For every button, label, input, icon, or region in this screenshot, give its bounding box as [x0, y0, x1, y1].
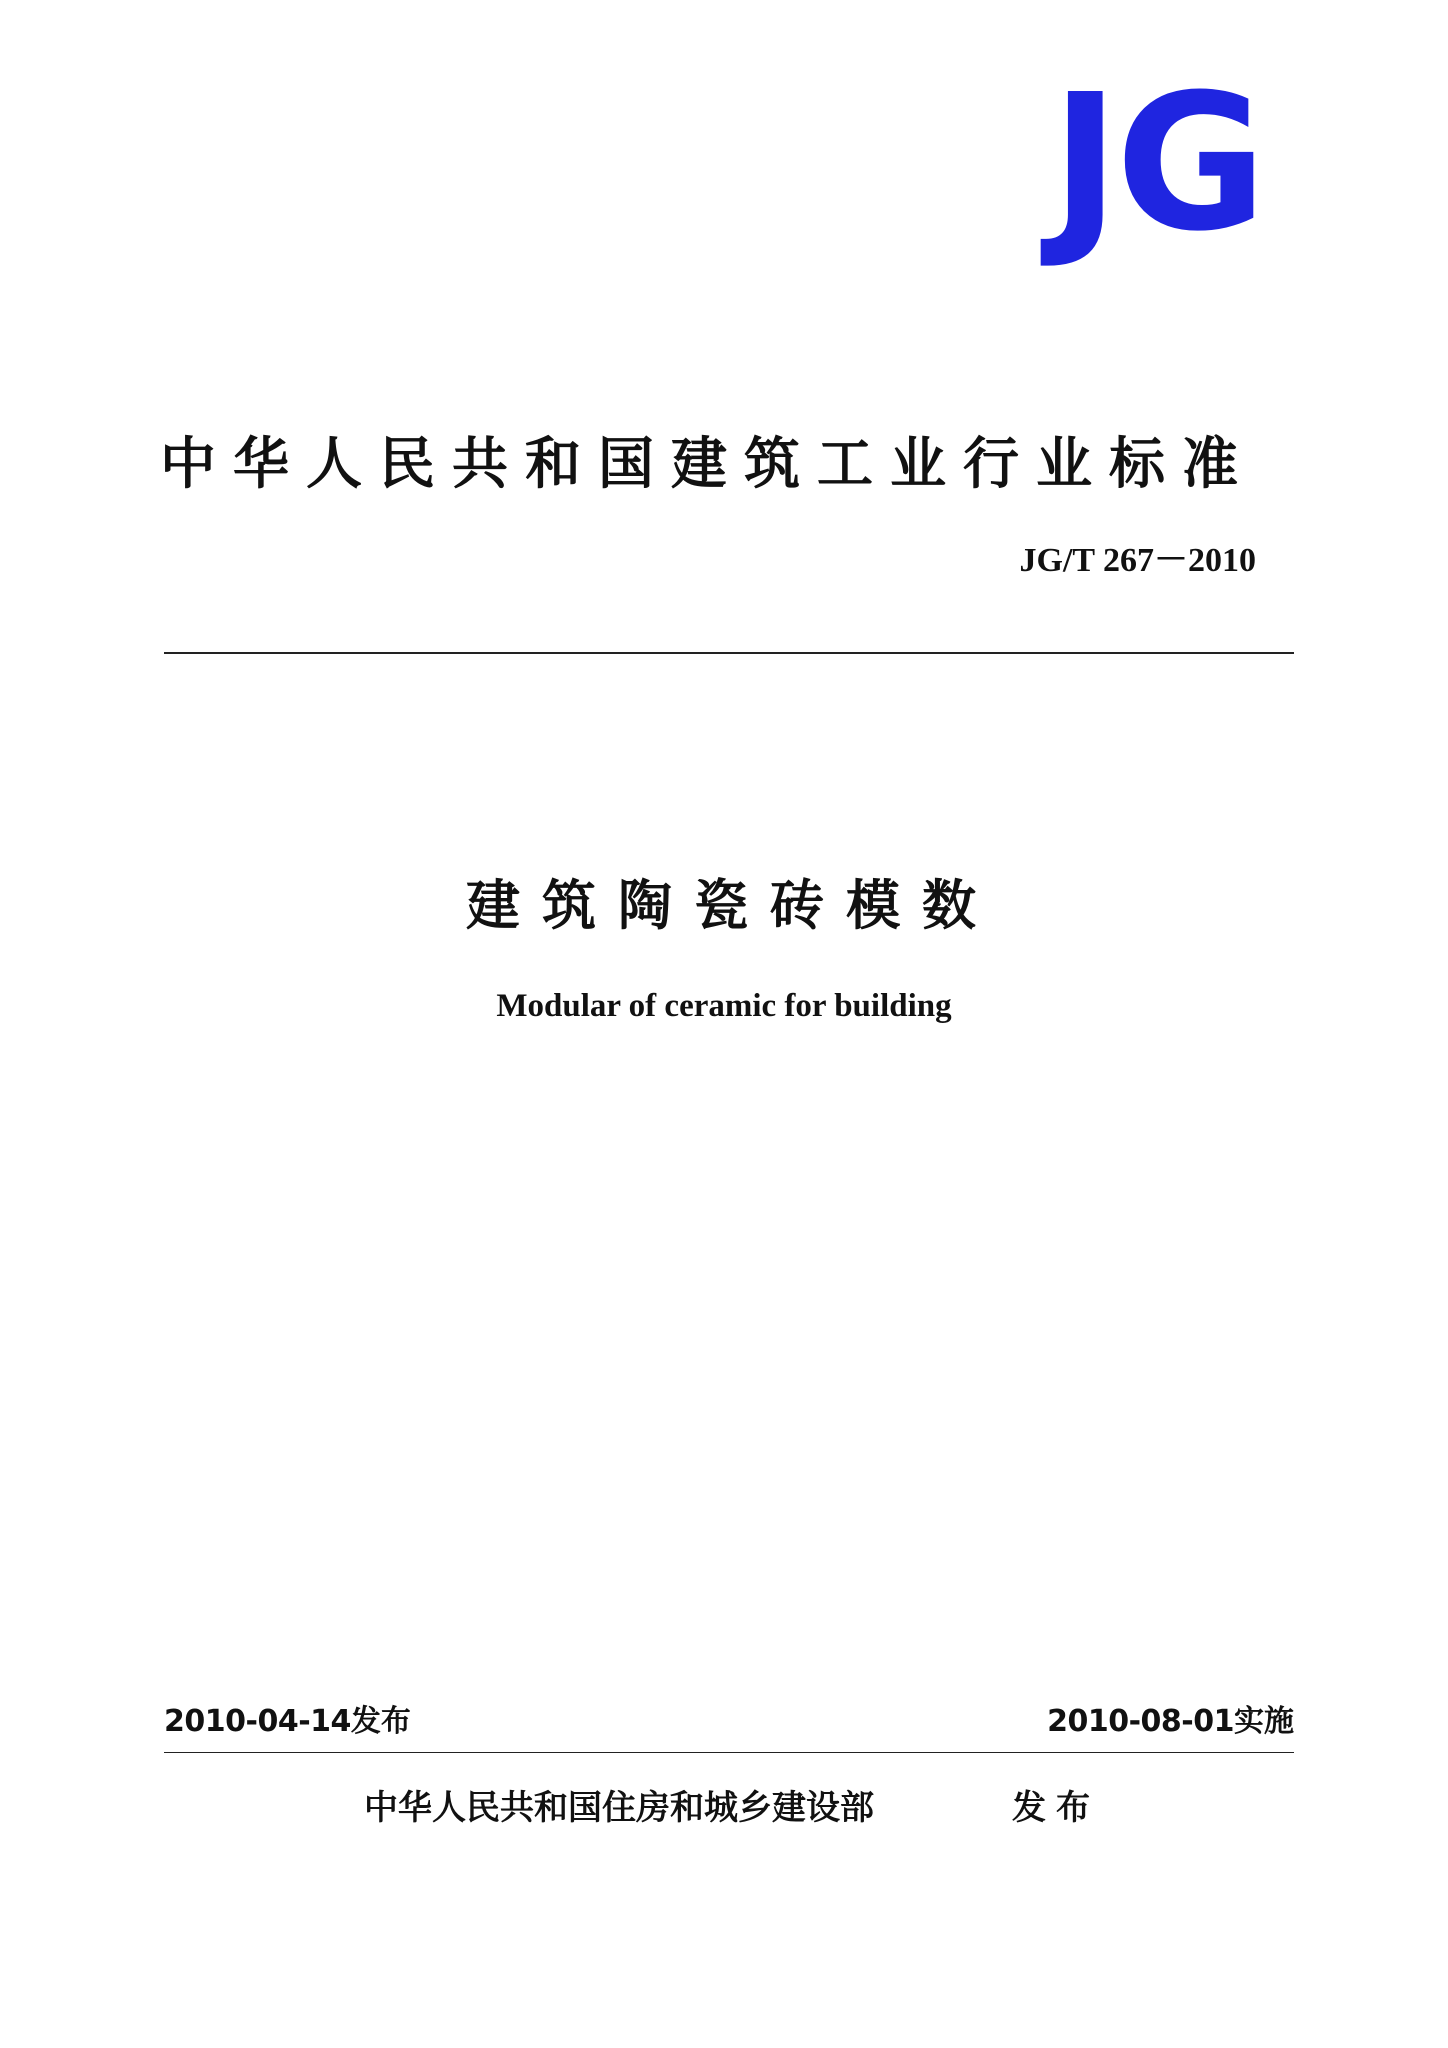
- publisher-name: 中华人民共和国住房和城乡建设部: [364, 1788, 874, 1828]
- english-title: Modular of ceramic for building: [496, 988, 952, 1024]
- top-divider: [164, 652, 1294, 654]
- standard-number: JG/T 267－2010: [1019, 542, 1256, 579]
- publisher-action: 发布: [1012, 1788, 1100, 1828]
- chinese-title: 建筑陶瓷砖模数: [466, 874, 998, 937]
- effective-date: 2010-08-01: [1047, 1704, 1234, 1739]
- standard-category-title: 中华人民共和国建筑工业行业标准: [160, 432, 1255, 497]
- bottom-divider: [164, 1752, 1294, 1753]
- issued-date: 2010-04-14: [164, 1704, 351, 1739]
- issued-date-block: [164, 1700, 411, 1744]
- jg-logo: JG: [1051, 54, 1263, 273]
- effective-date-block: [1047, 1700, 1294, 1744]
- effective-label: 实施: [1234, 1704, 1294, 1739]
- issued-label: 发布: [350, 1704, 411, 1739]
